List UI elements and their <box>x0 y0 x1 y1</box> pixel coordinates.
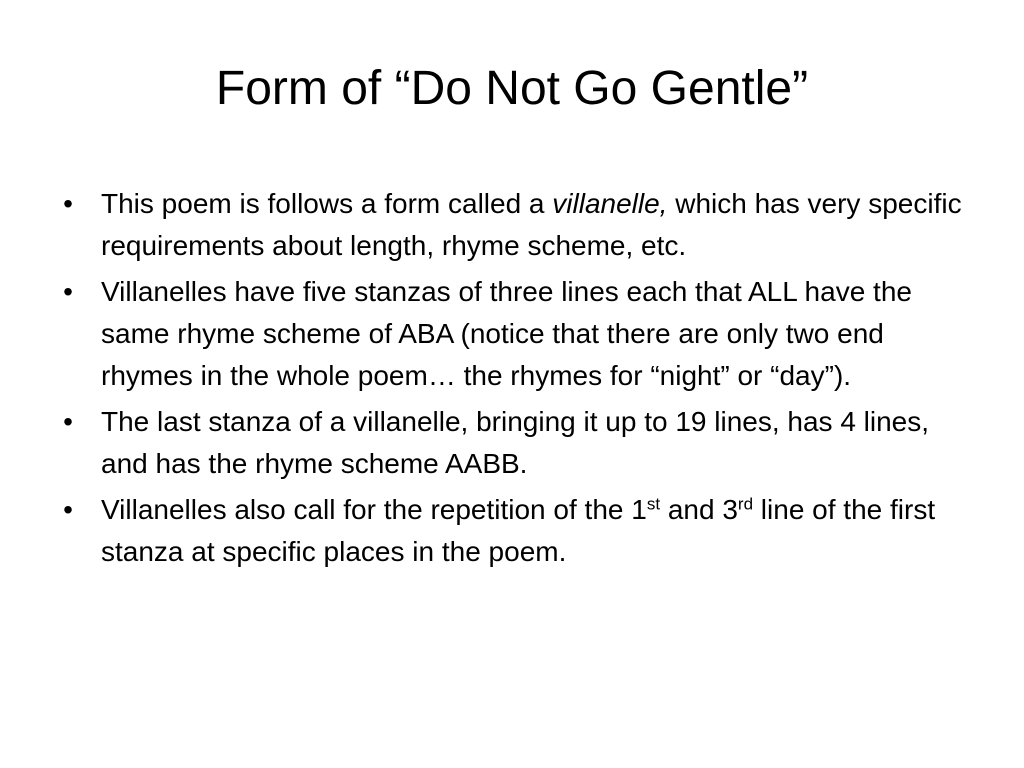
bullet-dot-icon: • <box>63 188 73 219</box>
superscript-ordinal: st <box>646 494 661 514</box>
bullet-item <box>58 183 978 267</box>
bullet-text: The last stanza of a villanelle, bringing it up to 19 lines, has 4 lines, and has the rhyme scheme AABB. <box>101 406 930 479</box>
bullet-item <box>58 489 978 573</box>
bullet-list <box>58 183 978 577</box>
bullet-text: line of the first stanza at specific places in the poem. <box>101 494 936 567</box>
bullet-item <box>58 271 978 397</box>
bullet-dot-icon: • <box>63 494 73 525</box>
bullet-dot-icon: • <box>63 276 73 307</box>
bullet-text: Villanelles have five stanzas of three lines each that ALL have the same rhyme scheme of ABA (notice that there are only two end rhymes in the whole poem… the rhymes for “night” or “day”). <box>101 276 912 391</box>
bullet-italic-term: villanelle, <box>552 188 668 219</box>
bullet-text: This poem is follows a form called a <box>101 188 553 219</box>
bullet-item <box>58 401 978 485</box>
slide-title: Form of “Do Not Go Gentle” <box>215 62 809 115</box>
bullet-text: which has very specific requirements about length, rhyme scheme, etc. <box>101 188 962 261</box>
bullet-text: Villanelles also call for the repetition of the 1 <box>101 494 647 525</box>
bullet-text: and 3 <box>660 494 738 525</box>
bullet-dot-icon: • <box>63 406 73 437</box>
superscript-ordinal: rd <box>737 494 754 514</box>
